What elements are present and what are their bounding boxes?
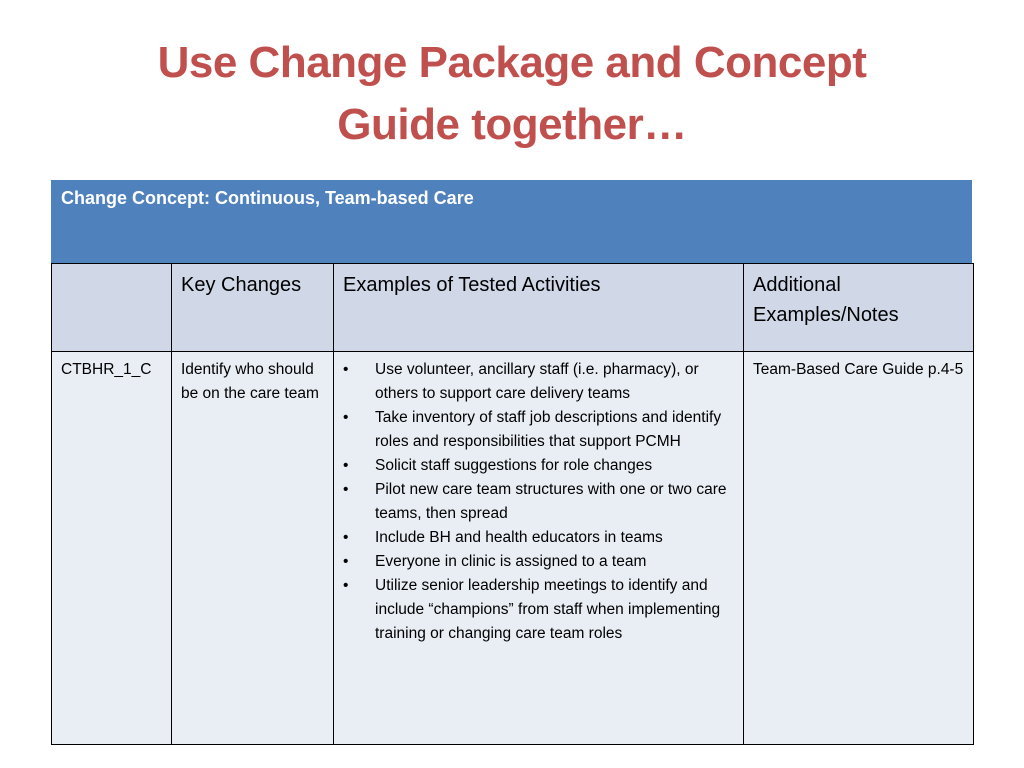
- slide-title: [0, 32, 1024, 156]
- change-package-table: [51, 263, 974, 745]
- header-cell-tested-activities: Examples of Tested Activities: [334, 264, 744, 352]
- activity-item: • Pilot new care team structures with one or two care teams, then spread: [343, 478, 734, 526]
- activity-item: • Include BH and health educators in teams: [343, 526, 734, 550]
- header-cell-additional-notes: Additional Examples/Notes: [744, 264, 974, 352]
- slide-title-line-1: Use Change Package and Concept: [157, 38, 867, 87]
- row-id-cell: CTBHR_1_C: [52, 352, 172, 745]
- activities-list: [343, 358, 734, 646]
- activity-item: • Utilize senior leadership meetings to identify and include “champions” from staff when implementing training or changing care team roles: [343, 574, 734, 646]
- change-concept-banner: [51, 180, 972, 264]
- change-concept-label: Change Concept: Continuous, Team-based Care: [61, 188, 474, 208]
- activity-item: • Take inventory of staff job descriptions and identify roles and responsibilities that support PCMH: [343, 406, 734, 454]
- header-cell-id: [52, 264, 172, 352]
- slide-title-line-2: Guide together…: [337, 100, 687, 149]
- notes-cell: Team-Based Care Guide p.4-5: [744, 352, 974, 745]
- key-change-cell: Identify who should be on the care team: [172, 352, 334, 745]
- activity-item: • Everyone in clinic is assigned to a team: [343, 550, 734, 574]
- activity-item: • Solicit staff suggestions for role changes: [343, 454, 734, 478]
- header-cell-key-changes: Key Changes: [172, 264, 334, 352]
- activity-item: • Use volunteer, ancillary staff (i.e. pharmacy), or others to support care delivery teams: [343, 358, 734, 406]
- table-header-row: [52, 264, 974, 352]
- table-row: [52, 352, 974, 745]
- tested-activities-cell: [334, 352, 744, 745]
